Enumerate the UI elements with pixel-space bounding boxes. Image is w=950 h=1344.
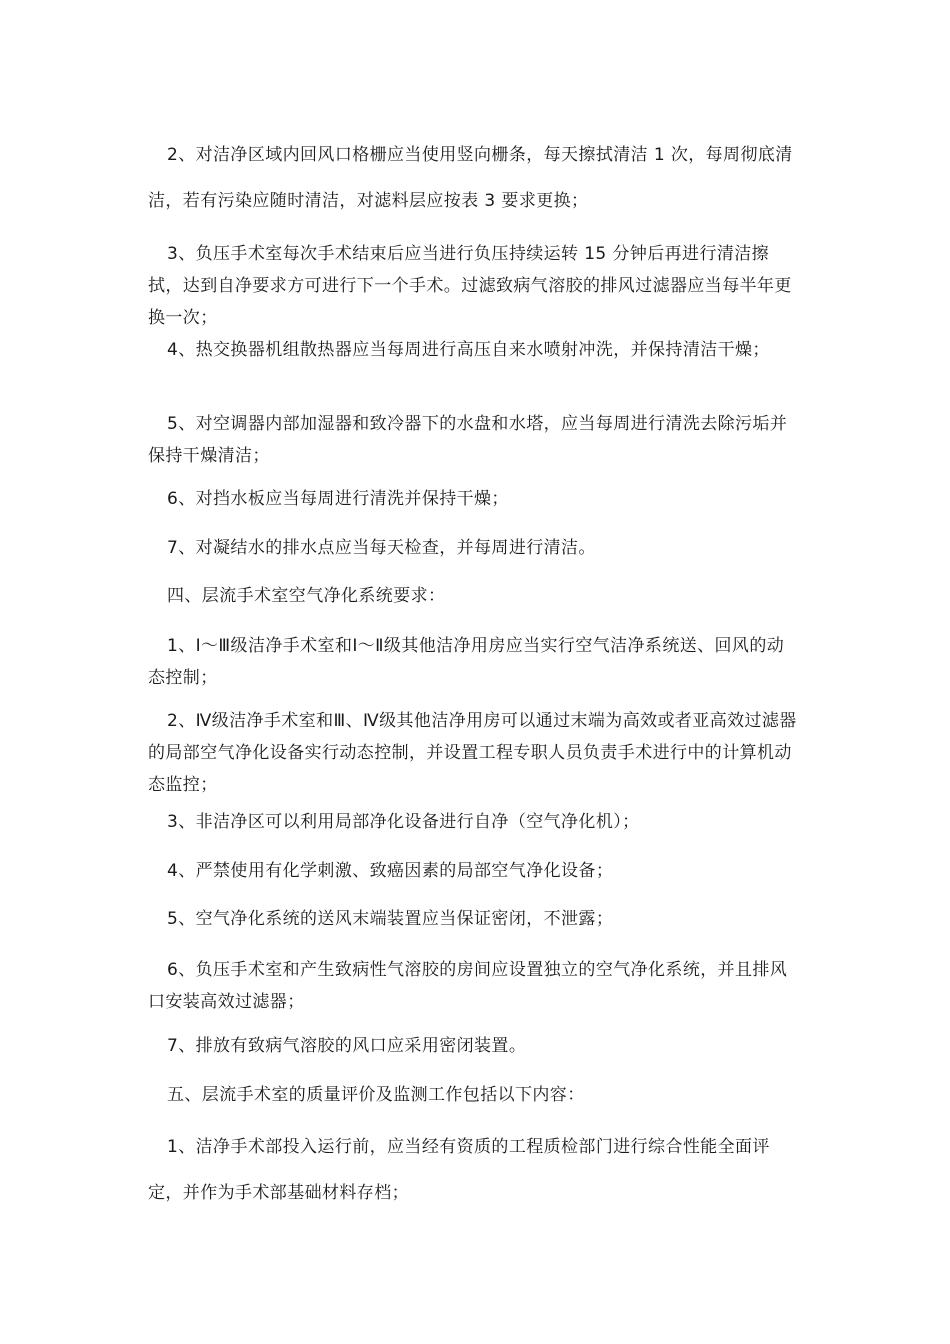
paragraph-heat-exchanger: 4、热交换器机组散热器应当每周进行高压自来水喷射冲洗，并保持清洁干燥； [167, 340, 770, 360]
section-heading-five: 五、层流手术室的质量评价及监测工作包括以下内容： [167, 1085, 585, 1105]
paragraph-water-baffle: 6、对挡水板应当每周进行清洗并保持干燥； [167, 489, 509, 509]
paragraph-non-clean-area: 3、非洁净区可以利用局部净化设备进行自净（空气净化机）； [167, 812, 640, 832]
paragraph-sealed-outlet: 7、排放有致病气溶胶的风口应采用密闭装置。 [167, 1036, 527, 1056]
section-heading-four: 四、层流手术室空气净化系统要求： [167, 586, 446, 606]
paragraph-humidifier-tray: 5、对空调器内部加湿器和致冷器下的水盘和水塔，应当每周进行清洗去除污垢并保持干燥清洁； [148, 414, 788, 466]
paragraph-condensate-drain: 7、对凝结水的排水点应当每天检查，并每周进行清洁。 [167, 538, 596, 558]
paragraph-performance-evaluation: 1、洁净手术部投入运行前，应当经有资质的工程质检部门进行综合性能全面评定，并作为手术部基础材料存档； [148, 1137, 770, 1203]
paragraph-return-air-grille: 2、对洁净区域内回风口格栅应当使用竖向栅条，每天擦拭清洁 1 次，每周彻底清洁，若有污染应随时清洁，对滤料层应按表 3 要求更换； [148, 145, 793, 211]
paragraph-negative-pressure-cleaning: 3、负压手术室每次手术结束后应当进行负压持续运转 15 分钟后再进行清洁擦拭，达到自净要求方可进行下一个手术。过滤致病气溶胶的排风过滤器应当每半年更换一次； [148, 244, 792, 328]
paragraph-level-1-3-control: 1、Ⅰ～Ⅲ级洁净手术室和Ⅰ～Ⅱ级其他洁净用房应当实行空气洁净系统送、回风的动态控制； [148, 636, 785, 688]
paragraph-independent-system: 6、负压手术室和产生致病性气溶胶的房间应设置独立的空气净化系统，并且排风口安装高效过滤器； [148, 960, 788, 1012]
paragraph-sealed-terminal: 5、空气净化系统的送风末端装置应当保证密闭，不泄露； [167, 909, 614, 929]
paragraph-prohibited-devices: 4、严禁使用有化学刺激、致癌因素的局部空气净化设备； [167, 861, 614, 881]
paragraph-level-4-control: 2、Ⅳ级洁净手术室和Ⅲ、Ⅳ级其他洁净用房可以通过末端为高效或者亚高效过滤器的局部空气净化设备实行动态控制，并设置工程专职人员负责手术进行中的计算机动态监控； [148, 711, 797, 795]
